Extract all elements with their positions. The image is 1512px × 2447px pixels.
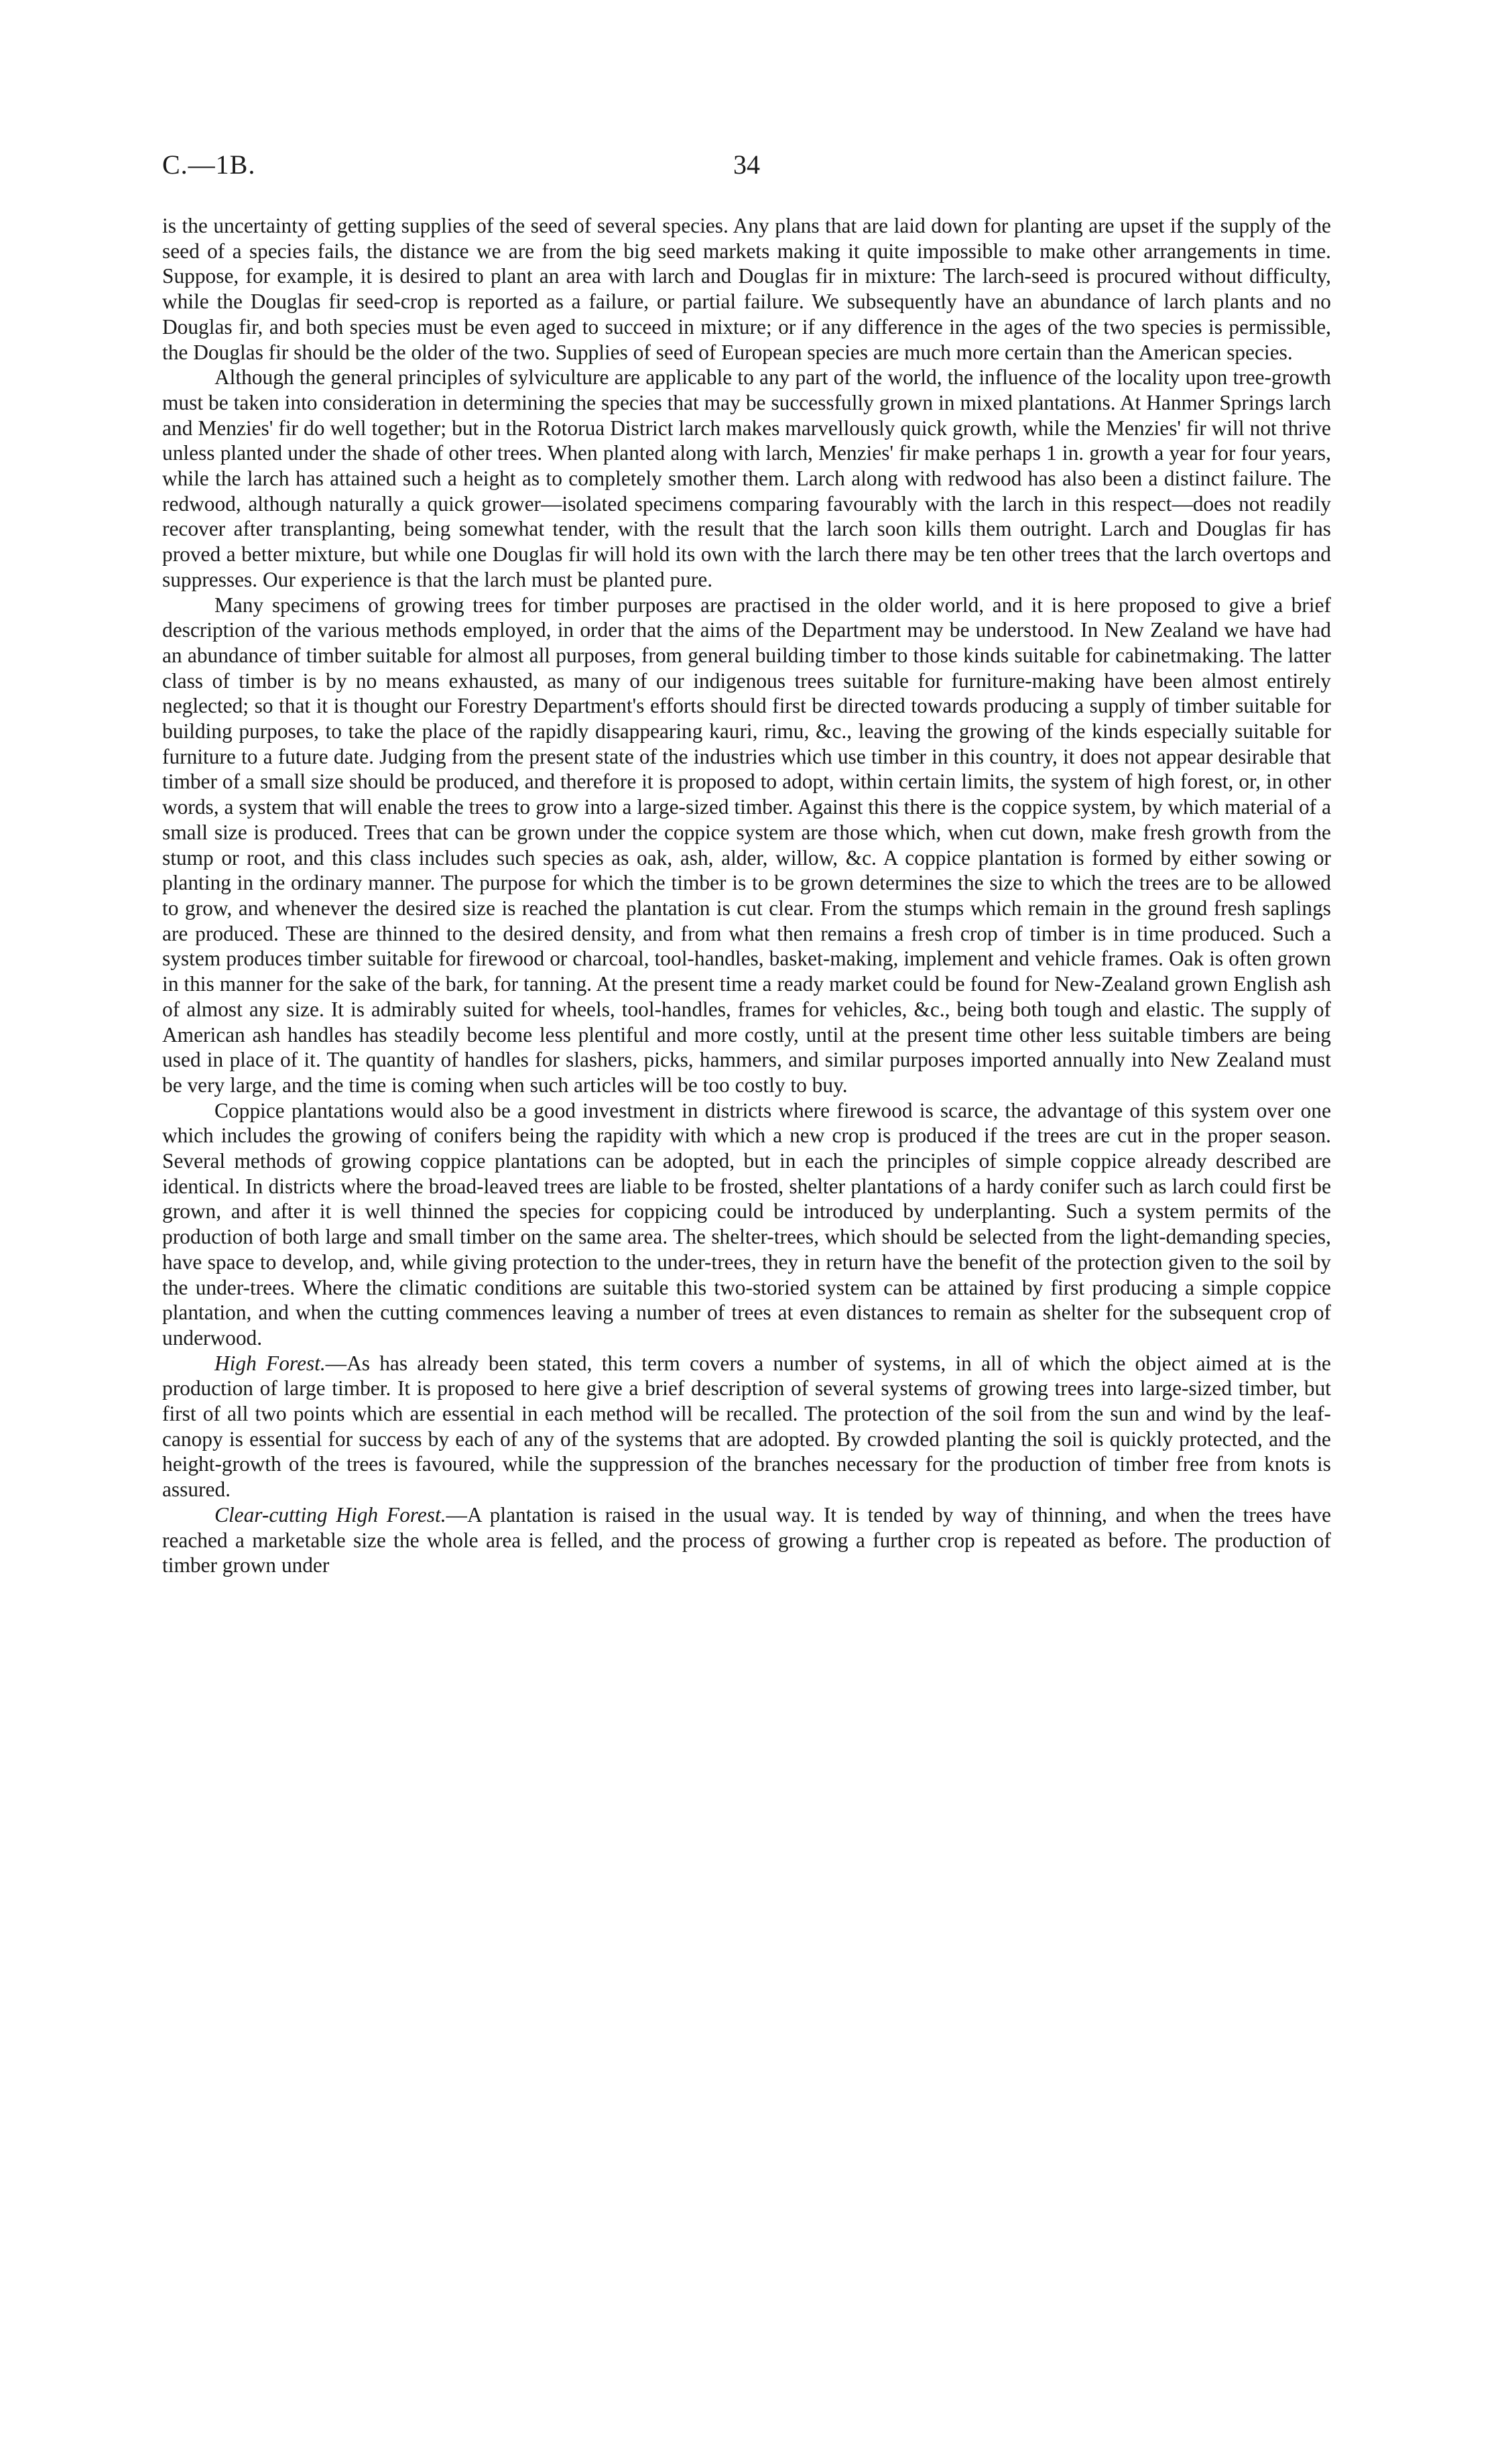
paragraph-text: is the uncertainty of getting supplies of the seed of several species. Any plans that are laid down for planting are upset if the supply of the seed of a species fails, the distance we are from the big seed markets making it quite impossible to make other arrangements in time. Suppose, for example, it is desired to plant an area with larch and Douglas fir in mixture: The larch-seed is procured without difficulty, while the Douglas fir seed-crop is reported as a failure, or partial failure. We subsequently have an abundance of larch plants and no Douglas fir, and both species must be even aged to succeed in mixture; or if any difference in the ages of the two species is permissible, the Douglas fir should be the older of the two. Supplies of seed of European species are much more certain than the American species. xyxy=(162,214,1331,364)
paragraph-text: Coppice plantations would also be a good investment in districts where firewood is scarce, the advantage of this system over one which includes the growing of conifers being the rapidity with which a new crop is produced if the trees are cut in the proper season. Several methods of growing coppice plantations can be adopted, but in each the principles of simple coppice already described are identical. In districts where the broad-leaved trees are liable to be frosted, shelter plantations of a hardy conifer such as larch could first be grown, and after it is well thinned the species for coppicing could be introduced by underplanting. Such a system permits of the production of both large and small timber on the same area. The shelter-trees, which should be selected from the light-demanding species, have space to develop, and, while giving protection to the under-trees, they in return have the benefit of the protection given to the soil by the under-trees. Where the climatic conditions are suitable this two-storied system can be attained by first producing a simple coppice plantation, and when the cutting commences leaving a number of trees at even distances to remain as shelter for the subsequent crop of underwood. xyxy=(162,1098,1331,1350)
document-reference: C.—1B. xyxy=(162,150,256,180)
paragraph-seed-supply xyxy=(162,213,1331,365)
paragraph-text: —A plantation is raised in the usual way. It is tended by way of thinning, and when the trees have reached a marketable size the whole area is felled, and the process of growing a further crop is repeated as before. The production of timber grown under xyxy=(162,1502,1331,1577)
paragraph-text: —As has already been stated, this term covers a number of systems, in all of which the object aimed at is the production of large timber. It is proposed to here give a brief description of several systems of growing trees into large-sized timber, but first of all two points which are essential in each method will be recalled. The protection of the soil from the sun and wind by the leaf-canopy is essential for success by each of any of the systems that are adopted. By crowded planting the soil is quickly protected, and the height-growth of the trees is favoured, while the suppression of the branches necessary for the production of timber free from knots is assured. xyxy=(162,1351,1331,1502)
section-heading-high-forest: High Forest. xyxy=(214,1351,326,1375)
paragraph-clear-cutting xyxy=(162,1502,1331,1578)
paragraph-text: Although the general principles of sylviculture are applicable to any part of the world, the influence of the locality upon tree-growth must be taken into consideration in determining the species that may be successfully grown in mixed plantations. At Hanmer Springs larch and Menzies' fir do well together; but in the Rotorua District larch makes marvellously quick growth, while the Menzies' fir will not thrive unless planted under the shade of other trees. When planted along with larch, Menzies' fir make perhaps 1 in. growth a year for four years, while the larch has attained such a height as to completely smother them. Larch along with redwood has also been a distinct failure. The redwood, although naturally a quick grower—isolated specimens comparing favourably with the larch in this respect—does not readily recover after transplanting, being somewhat tender, with the result that the larch soon kills them outright. Larch and Douglas fir has proved a better mixture, but while one Douglas fir will hold its own with the larch there may be ten other trees that the larch overtops and suppresses. Our experience is that the larch must be planted pure. xyxy=(162,365,1331,591)
paragraph-growing-methods xyxy=(162,593,1331,1098)
paragraph-locality-influence xyxy=(162,365,1331,592)
page-header xyxy=(162,149,1331,189)
page-number: 34 xyxy=(733,150,760,180)
paragraph-high-forest xyxy=(162,1351,1331,1502)
paragraph-text: Many specimens of growing trees for timber purposes are practised in the older world, and it is here proposed to give a brief description of the various methods employed, in order that the aims of the Department may be understood. In New Zealand we have had an abundance of timber suitable for almost all purposes, from general building timber to those kinds suitable for cabinetmaking. The latter class of timber is by no means exhausted, as many of our indigenous trees suitable for furniture-making have been almost entirely neglected; so that it is thought our Forestry Department's efforts should first be directed towards producing a supply of timber suitable for building purposes, to take the place of the rapidly disappearing kauri, rimu, &c., leaving the growing of the kinds especially suitable for furniture to a future date. Judging from the present state of the industries which use timber in this country, it does not appear desirable that timber of a small size should be produced, and therefore it is proposed to adopt, within certain limits, the system of high forest, or, in other words, a system that will enable the trees to grow into a large-sized timber. Against this there is the coppice system, by which material of a small size is produced. Trees that can be grown under the coppice system are those which, when cut down, make fresh growth from the stump or root, and this class includes such species as oak, ash, alder, willow, &c. A coppice plantation is formed by either sowing or planting in the ordinary manner. The purpose for which the timber is to be grown determines the size to which the trees are to be allowed to grow, and whenever the desired size is reached the plantation is cut clear. From the stumps which remain in the ground fresh saplings are produced. These are thinned to the desired density, and from what then remains a fresh crop of timber is in time produced. Such a system produces timber suitable for firewood or charcoal, tool-handles, basket-making, implement and vehicle frames. Oak is often grown in this manner for the sake of the bark, for tanning. At the present time a ready market could be found for New-Zealand grown English ash of almost any size. It is admirably suited for wheels, tool-handles, frames for vehicles, &c., being both tough and elastic. The supply of American ash handles has steadily become less plentiful and more costly, until at the present time other less suitable timbers are being used in place of it. The quantity of handles for slashers, picks, hammers, and similar purposes imported annually into New Zealand must be very large, and the time is coming when such articles will be too costly to buy. xyxy=(162,593,1331,1097)
paragraph-coppice-plantations xyxy=(162,1098,1331,1351)
body-text xyxy=(162,213,1331,1578)
section-heading-clear-cutting: Clear-cutting High Forest. xyxy=(214,1502,446,1527)
